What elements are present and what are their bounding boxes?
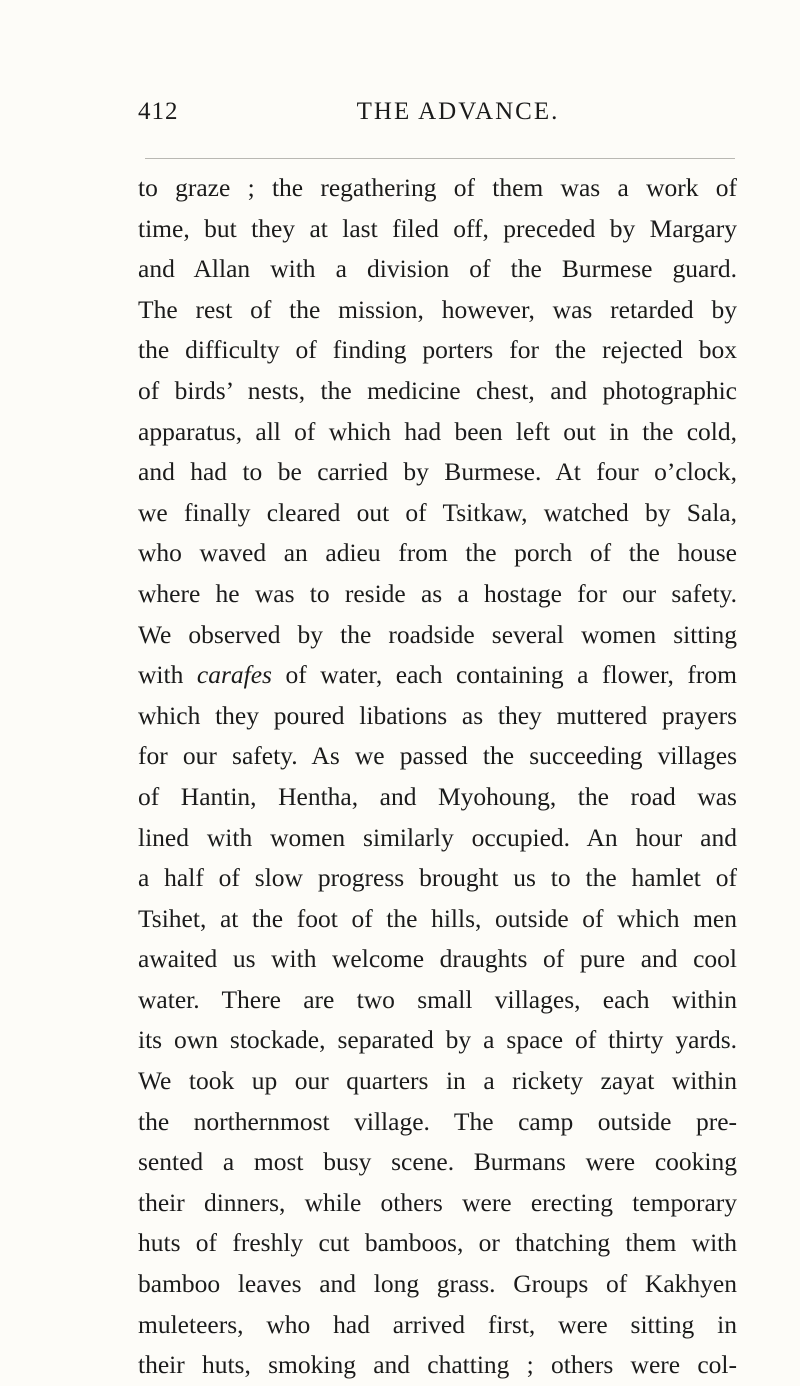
text-line: its own stockade, separated by a space of thirty yards. xyxy=(138,1025,737,1055)
text-line: muleteers, who had arrived first, were sitting in xyxy=(138,1309,737,1339)
text-line: their huts, smoking and chatting ; others were col- xyxy=(138,1350,737,1380)
body-text xyxy=(138,168,737,1386)
text-segment: of water, each containing a flower, from xyxy=(271,660,737,690)
text-line: their dinners, while others were erecting temporary xyxy=(138,1187,737,1217)
text-line: bamboo leaves and long grass. Groups of Kakhyen xyxy=(138,1269,737,1299)
text-line: We observed by the roadside several women sitting xyxy=(138,619,737,649)
text-line: awaited us with welcome draughts of pure and cool xyxy=(138,944,737,974)
text-line: for our safety. As we passed the succeeding villages xyxy=(138,741,737,771)
running-head: THE ADVANCE. xyxy=(356,98,560,125)
text-line: the difficulty of finding porters for the rejected box xyxy=(138,335,737,365)
text-line: apparatus, all of which had been left out in the cold, xyxy=(138,416,737,446)
text-line: huts of freshly cut bamboos, or thatching them with xyxy=(138,1228,737,1258)
text-line: and Allan with a division of the Burmese guard. xyxy=(138,254,737,284)
text-line: of Hantin, Hentha, and Myohoung, the road was xyxy=(138,781,737,811)
text-line: of birds’ nests, the medicine chest, and photographic xyxy=(138,375,737,405)
text-line: Tsihet, at the foot of the hills, outside of which men xyxy=(138,903,737,933)
text-line: time, but they at last filed off, preceded by Margary xyxy=(138,213,737,243)
text-line: and had to be carried by Burmese. At four o’clock, xyxy=(138,457,737,487)
text-line: we finally cleared out of Tsitkaw, watched by Sala, xyxy=(138,497,737,527)
page-header xyxy=(138,98,738,138)
text-line-with-italic xyxy=(138,655,737,696)
italic-word: carafes xyxy=(196,660,272,690)
text-line: to graze ; the regathering of them was a work of xyxy=(138,173,737,202)
text-line: water. There are two small villages, each within xyxy=(138,984,737,1014)
header-rule xyxy=(145,158,735,159)
text-line: a half of slow progress brought us to the hamlet of xyxy=(138,863,737,893)
text-line: where he was to reside as a hostage for our safety. xyxy=(138,578,737,608)
text-line: lined with women similarly occupied. An hour and xyxy=(138,822,737,852)
text-line: the northernmost village. The camp outside pre- xyxy=(138,1106,737,1136)
text-line: We took up our quarters in a rickety zayat within xyxy=(138,1066,737,1096)
page-number: 412 xyxy=(138,98,179,125)
text-line: which they poured libations as they muttered prayers xyxy=(138,700,737,730)
text-segment: with xyxy=(138,660,197,690)
text-line: The rest of the mission, however, was retarded by xyxy=(138,294,737,324)
text-line: who waved an adieu from the porch of the house xyxy=(138,538,737,568)
text-line: sented a most busy scene. Burmans were cooking xyxy=(138,1147,737,1177)
